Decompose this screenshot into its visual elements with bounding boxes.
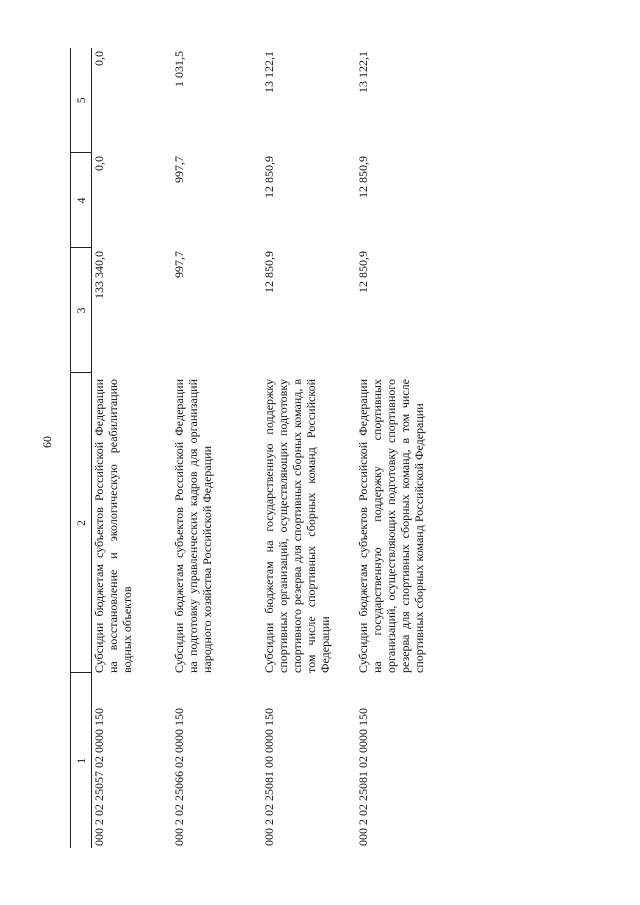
table-row <box>356 48 466 848</box>
value-col4: 12 850,9 <box>356 156 370 198</box>
value-col5: 0,0 <box>92 51 106 66</box>
value-col4: 0,0 <box>92 156 106 171</box>
value-col3: 997,7 <box>172 251 186 278</box>
column-header: 4 <box>71 153 92 248</box>
value-col4: 997,7 <box>172 156 186 183</box>
header-row <box>71 48 92 848</box>
value-col5: 13 122,1 <box>262 51 276 93</box>
page-number: 60 <box>40 436 54 448</box>
rotated-table-sheet <box>70 48 590 848</box>
column-header: 1 <box>71 673 92 848</box>
value-col3: 12 850,9 <box>262 251 276 293</box>
table-row <box>262 48 356 848</box>
value-col3: 12 850,9 <box>356 251 370 293</box>
budget-code: 000 2 02 25057 02 0000 150 <box>92 708 106 846</box>
budget-code: 000 2 02 25081 02 0000 150 <box>356 708 370 846</box>
value-col5: 13 122,1 <box>356 51 370 93</box>
value-col3: 133 340,0 <box>92 251 106 299</box>
column-header: 3 <box>71 248 92 373</box>
table-row <box>92 48 173 848</box>
value-col5: 1 031,5 <box>172 51 186 87</box>
item-name: Субсидии бюджетам на государственную поддержку спортивных организаций, осуществляющих подготовку спортивного резерва для спортивных сборных команд, в том числе спортивных сборных команд Российской Федерации <box>262 379 332 673</box>
budget-code: 000 2 02 25081 00 0000 150 <box>262 708 276 846</box>
column-header: 2 <box>71 373 92 673</box>
table-row <box>172 48 262 848</box>
item-name: Субсидии бюджетам субъектов Российской Федерации на подготовку управленческих кадров для организаций народного хозяйства Российской Федерации <box>172 379 214 673</box>
value-col4: 12 850,9 <box>262 156 276 198</box>
item-name: Субсидии бюджетам субъектов Российской Федерации на восстановление и экологическую реабилитацию водных объектов <box>92 379 134 673</box>
budget-table <box>70 48 466 848</box>
budget-code: 000 2 02 25066 02 0000 150 <box>172 708 186 846</box>
column-header: 5 <box>71 48 92 153</box>
item-name: Субсидии бюджетам субъектов Российской Федерации на государственную поддержку спортивных организаций, осуществляющих подготовку спортивного резерва для спортивных сборных команд, в том числе спортивных сборных команд Российской Федерации <box>356 379 426 673</box>
